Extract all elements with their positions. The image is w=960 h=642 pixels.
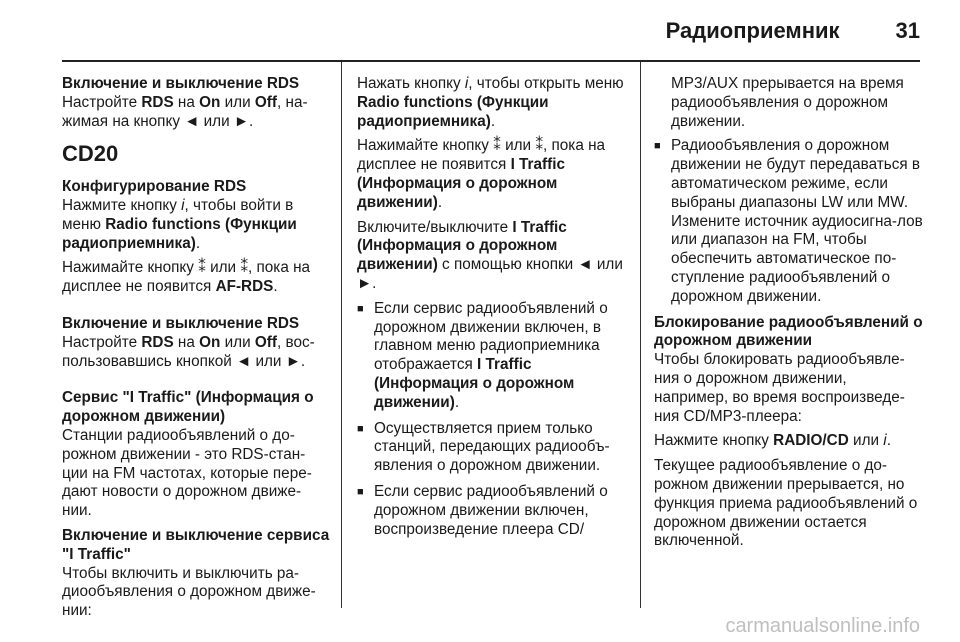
- paragraph: Нажмите кнопку i, чтобы войти в меню Radio functions (Функции радиоприемника).: [62, 196, 297, 252]
- paragraph: Чтобы блокировать радиообъявле-ния о дорожном движении, например, во время воспроизведе-ния CD/MP3-плеера:: [654, 351, 905, 425]
- column-divider-1: [341, 62, 342, 608]
- section-heading: Включение и выключение сервиса "I Traffic": [62, 526, 330, 563]
- info-button-icon: i: [883, 432, 887, 450]
- column-divider-2: [640, 62, 641, 608]
- section-heading: Конфигурирование RDS: [62, 178, 247, 196]
- paragraph: Текущее радиообъявление о до-рожном движении прерывается, но функция приема радиообъявлений о дорожном движении остается включенной.: [654, 457, 918, 550]
- column-2: [357, 75, 629, 546]
- list-item: ■ Осуществляется прием только станций, передающих радиообъ-явления о дорожном движении.: [357, 420, 629, 476]
- paragraph: Нажимайте кнопку ⁑ или ⁑, пока на дисплее не появится AF-RDS.: [62, 259, 311, 296]
- paragraph: Настройте RDS на On или Off, на-жимая на кнопку ◄ или ►.: [62, 93, 308, 130]
- info-button-icon: i: [181, 196, 185, 214]
- paragraph: Настройте RDS на On или Off, вос-пользовавшись кнопкой ◄ или ►.: [62, 333, 315, 370]
- list-item: ■ Если сервис радиообъявлений о дорожном движении включен, в главном меню радиоприемника отображается I Traffic (Информация о дорожном движении).: [357, 300, 629, 413]
- paragraph: Нажать кнопку i, чтобы открыть меню Radio functions (Функции радиоприемника).: [357, 75, 624, 130]
- section-heading: Сервис "I Traffic" (Информация о дорожном движении): [62, 389, 314, 426]
- page-number: 31: [895, 18, 920, 43]
- page-header: [666, 18, 920, 44]
- paragraph: Нажмите кнопку RADIO/CD или i.: [654, 432, 891, 450]
- list-item-continuation: MP3/AUX прерывается на время радиообъявления о дорожном движении.: [671, 75, 904, 130]
- page-title: Радиоприемник: [665, 18, 840, 43]
- paragraph: Включите/выключите I Traffic (Информация о дорожном движении) с помощью кнопки ◄ или ►.: [357, 218, 623, 292]
- section-heading: Включение и выключение RDS: [62, 75, 300, 92]
- column-1: [62, 75, 330, 627]
- section-heading: Включение и выключение RDS: [62, 314, 300, 332]
- header-rule: [62, 60, 920, 62]
- info-button-icon: i: [464, 75, 469, 92]
- paragraph: Чтобы включить и выключить ра-диообъявления о дорожном движе-нии:: [62, 564, 316, 620]
- section-heading: Блокирование радиообъявлений о дорожном движении: [654, 313, 923, 350]
- chapter-heading: CD20: [62, 141, 119, 167]
- bullet-list: [654, 137, 924, 306]
- list-item: ■ Если сервис радиообъявлений о дорожном движении включен, воспроизведение плеера CD/: [357, 483, 629, 539]
- column-3: [654, 75, 924, 557]
- paragraph: Нажимайте кнопку ⁑ или ⁑, пока на дисплее не появится I Traffic (Информация о дорожном движении).: [357, 137, 606, 211]
- list-item: ■ Радиообъявления о дорожном движении не будут передаваться в автоматическом режиме, если выбраны диапазоны LW или MW. Измените источник аудиосигна-лов или диапазон на FM, чтобы обеспечить автоматическое по-ступление радиообъявлений о дорожном движении.: [654, 137, 924, 306]
- bullet-list: [357, 300, 629, 540]
- watermark: carmanualsonline.info: [725, 615, 920, 637]
- paragraph: Станции радиообъявлений о до-рожном движении - это RDS-стан-ции на FM частотах, которые пере-дают новости о дорожном движе-нии.: [62, 426, 312, 520]
